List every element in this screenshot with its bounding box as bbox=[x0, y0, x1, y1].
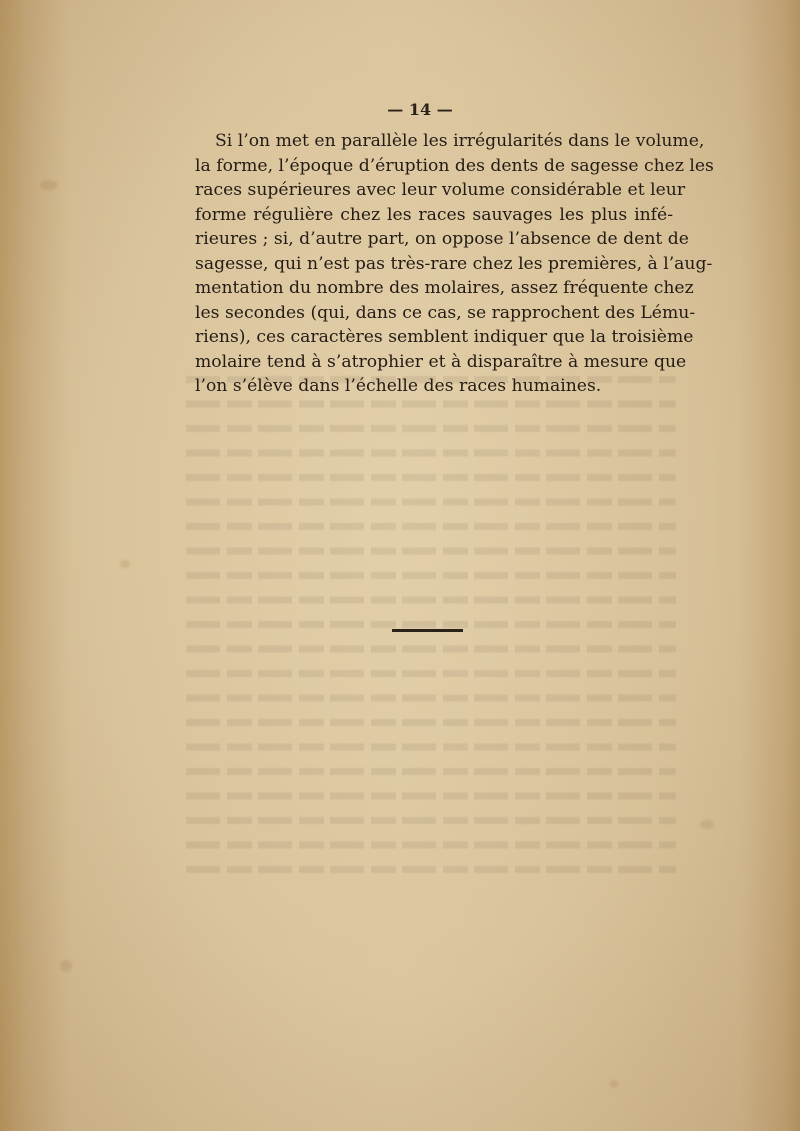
foxing-spot bbox=[40, 180, 58, 190]
paragraph-line: Si l’on met en parallèle les irrégularités dans le volume, bbox=[215, 131, 705, 151]
show-through-text bbox=[186, 366, 676, 886]
paragraph-line: rieures ; si, d’autre part, on oppose l’absence de dent de bbox=[195, 229, 689, 249]
foxing-spot bbox=[610, 1080, 618, 1088]
foxing-spot bbox=[700, 820, 714, 829]
paragraph-line: riens), ces caractères semblent indiquer que la troisième bbox=[195, 327, 694, 347]
section-divider-rule bbox=[392, 629, 463, 632]
page-number: — 14 — bbox=[387, 100, 453, 119]
paragraph-line: la forme, l’époque d’éruption des dents de sagesse chez les bbox=[195, 155, 714, 176]
paragraph-line: races supérieures avec leur volume considérable et leur bbox=[195, 180, 686, 200]
paragraph-line: les secondes (qui, dans ce cas, se rapprochent des Lému- bbox=[195, 302, 696, 323]
body-paragraph bbox=[195, 129, 714, 399]
paragraph-line: forme régulière chez les races sauvages les plus infé- bbox=[195, 204, 673, 225]
foxing-spot bbox=[60, 960, 72, 972]
paragraph-line: sagesse, qui n’est pas très-rare chez les premières, à l’aug- bbox=[195, 253, 713, 274]
paragraph-line: mentation du nombre des molaires, assez fréquente chez bbox=[195, 278, 694, 298]
paragraph-line: molaire tend à s’atrophier et à disparaître à mesure que bbox=[195, 351, 687, 372]
foxing-spot bbox=[120, 560, 130, 568]
paragraph-line: l’on s’élève dans l’échelle des races humaines. bbox=[195, 376, 602, 396]
